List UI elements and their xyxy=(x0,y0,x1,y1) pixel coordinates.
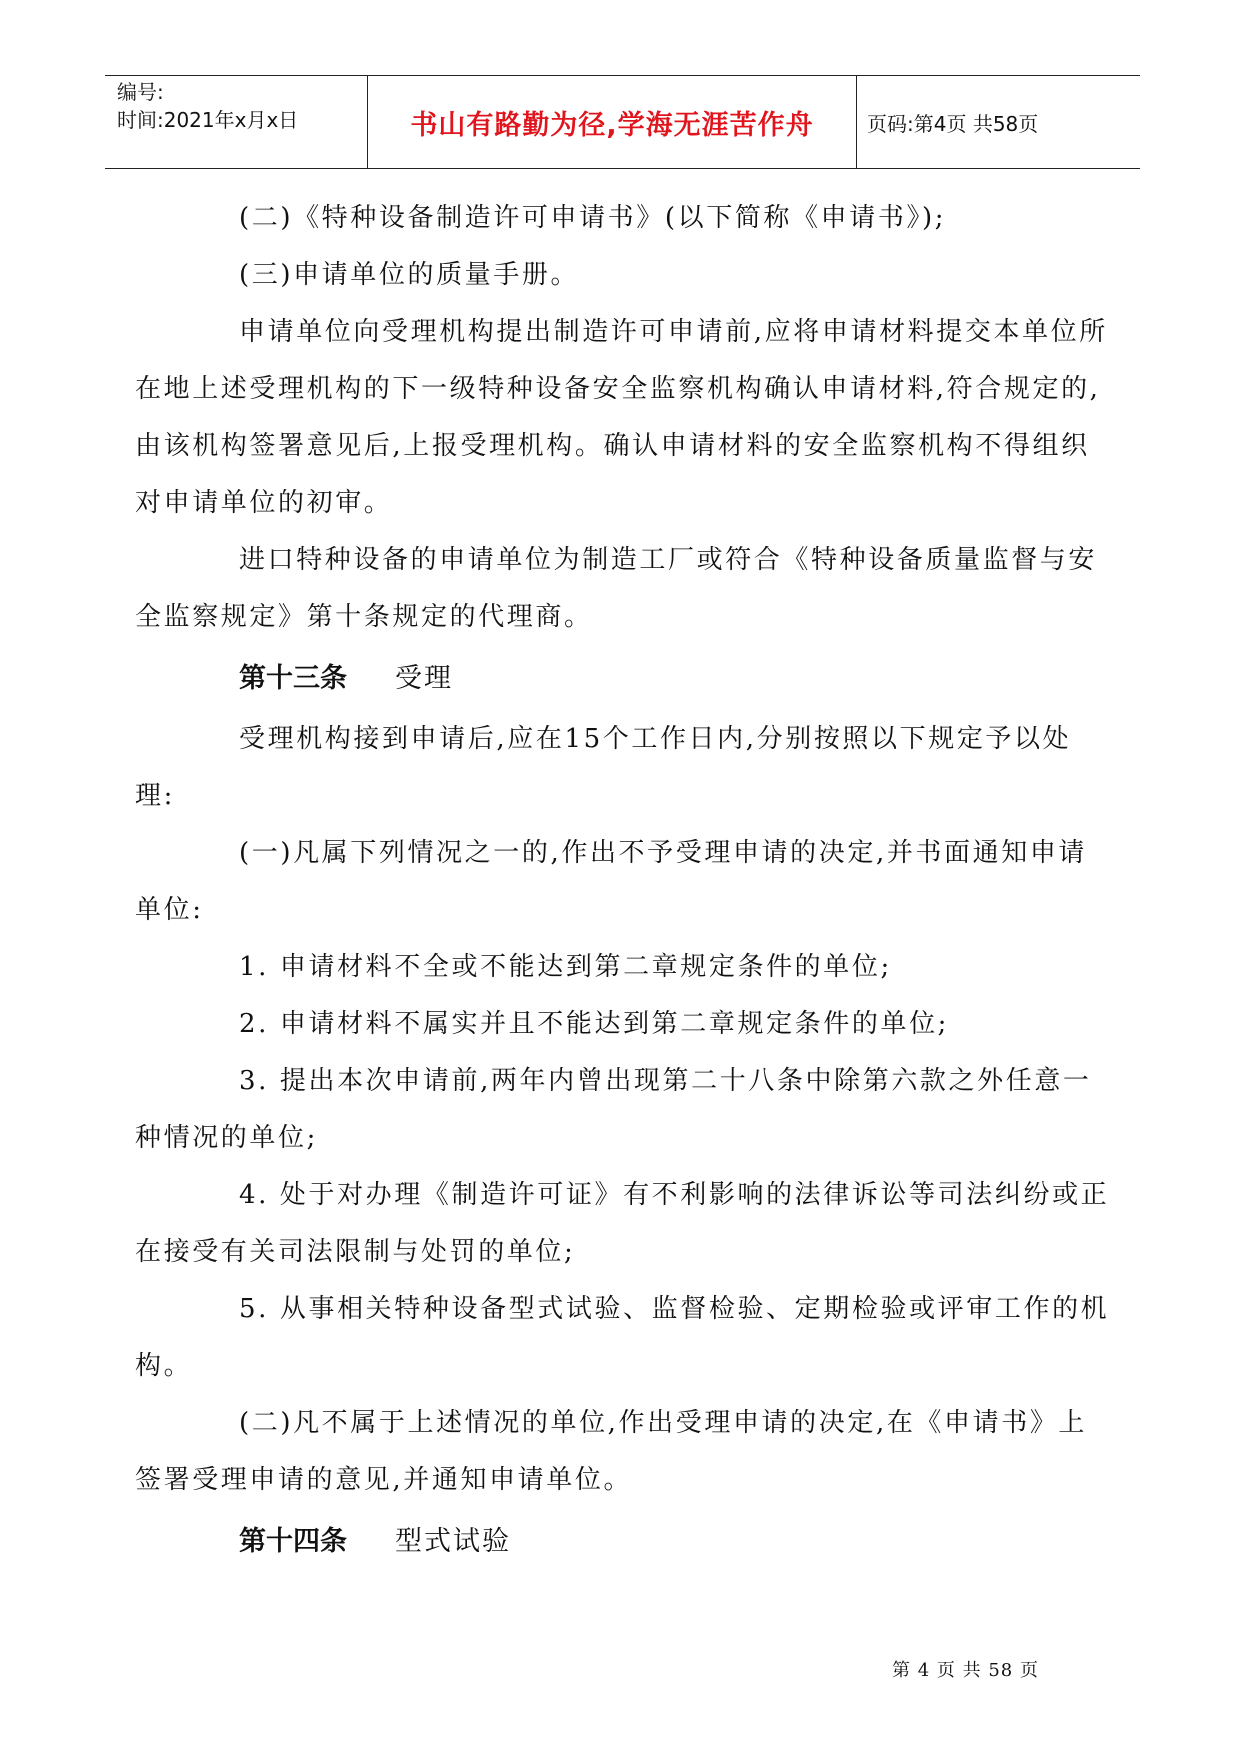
article-14-title: 型式试验 xyxy=(395,1526,511,1557)
paragraph-submission-procedure: 申请单位向受理机构提出制造许可申请前,应将申请材料提交本单位所在地上述受理机构的下一级特种设备安全监察机构确认申请材料,符合规定的,由该机构签署意见后,上报受理机构。确认申请材料的安全监察机构不得组织对申请单位的初审。 xyxy=(135,317,1108,518)
list-item-2: 2. 申请材料不属实并且不能达到第二章规定条件的单位; xyxy=(239,1009,950,1039)
document-body xyxy=(135,190,1110,1574)
page-header xyxy=(105,75,1140,169)
list-item-5: 5. 从事相关特种设备型式试验、监督检验、定期检验或评审工作的机构。 xyxy=(135,1294,1110,1381)
header-meta xyxy=(117,78,357,134)
article-14-heading xyxy=(239,1513,1110,1570)
header-page-info: 页码:第4页 共58页 xyxy=(867,111,1039,136)
article-13-title: 受理 xyxy=(395,663,453,694)
document-time-label: 时间:2021年x月x日 xyxy=(117,108,299,132)
header-motto: 书山有路勤为径,学海无涯苦作舟 xyxy=(410,109,814,141)
list-item-4: 4. 处于对办理《制造许可证》有不利影响的法律诉讼等司法纠纷或正在接受有关司法限制与处罚的单位; xyxy=(135,1180,1110,1267)
list-item-3: 3. 提出本次申请前,两年内曾出现第二十八条中除第六款之外任意一种情况的单位; xyxy=(135,1066,1092,1153)
article-13-heading xyxy=(239,650,1110,707)
header-motto-cell xyxy=(367,76,857,168)
list-item-1: 1. 申请材料不全或不能达到第二章规定条件的单位; xyxy=(239,952,892,982)
paragraph-import-applicant: 进口特种设备的申请单位为制造工厂或符合《特种设备质量监督与安全监察规定》第十条规定的代理商。 xyxy=(135,545,1098,632)
article-14-number: 第十四条 xyxy=(239,1526,347,1557)
paragraph-rejection-conditions: (一)凡属下列情况之一的,作出不予受理申请的决定,并书面通知申请单位: xyxy=(135,838,1088,925)
paragraph-quality-manual: (三)申请单位的质量手册。 xyxy=(239,260,580,290)
paragraph-application-form: (二)《特种设备制造许可申请书》(以下简称《申请书》); xyxy=(239,203,947,233)
paragraph-acceptance-deadline: 受理机构接到申请后,应在15个工作日内,分别按照以下规定予以处理: xyxy=(135,724,1072,811)
article-13-number: 第十三条 xyxy=(239,663,347,694)
page-footer: 第 4 页 共 58 页 xyxy=(892,1660,1039,1681)
document-number-label: 编号: xyxy=(117,80,164,104)
paragraph-acceptance-decision: (二)凡不属于上述情况的单位,作出受理申请的决定,在《申请书》上签署受理申请的意见,并通知申请单位。 xyxy=(135,1408,1088,1495)
